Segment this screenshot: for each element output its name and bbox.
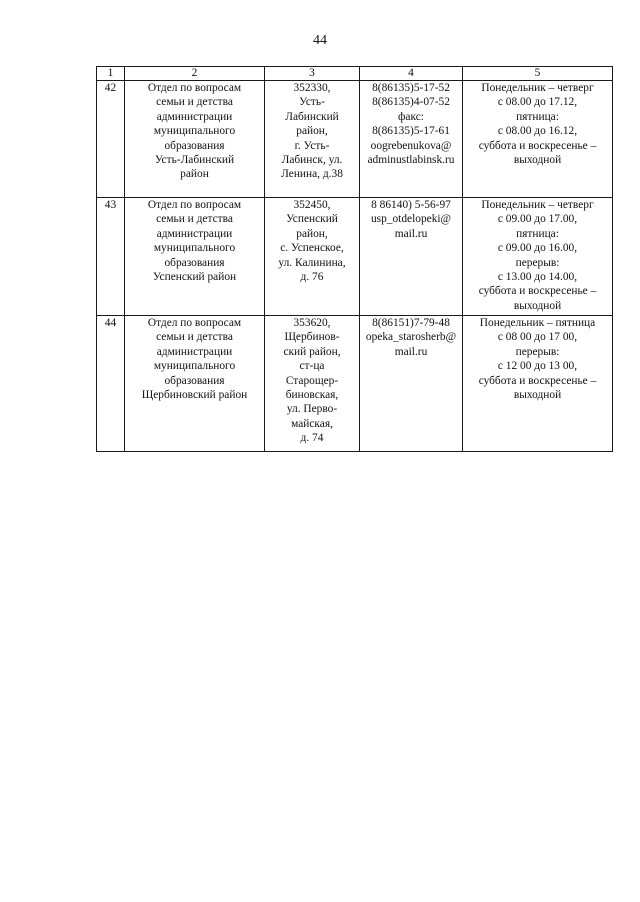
text-line: Отдел по вопросам: [147, 199, 242, 211]
text-line: с 08.00 до 17.12,: [497, 96, 578, 109]
text-line: ул. Калинина,: [278, 256, 346, 269]
text-line: выходной: [513, 299, 562, 312]
phone-number: 8(86135)4-07-52: [372, 96, 450, 109]
table-row: [97, 198, 613, 316]
text-line: пятница:: [516, 227, 559, 240]
contacts-cell: [360, 198, 463, 316]
column-header: 4: [360, 67, 463, 81]
text-line: Щербиновский район: [141, 389, 248, 402]
schedule-cell: [463, 198, 613, 316]
text-line: пятница:: [516, 110, 559, 123]
text-line: г. Усть-: [294, 139, 330, 152]
phone-number: 8(86135)5-17-52: [372, 82, 450, 94]
email-address: mail.ru: [394, 227, 428, 240]
organization-name-cell: [125, 316, 265, 452]
text-line: ст-ца: [299, 360, 325, 373]
text-line: район,: [296, 227, 328, 240]
text-line: образования: [164, 374, 225, 387]
text-line: Отдел по вопросам: [147, 82, 242, 94]
email-address: mail.ru: [394, 345, 428, 358]
column-header: 1: [97, 67, 125, 81]
text-line: Ленина, д.38: [281, 168, 343, 181]
text-line: д. 74: [300, 432, 324, 445]
text-line: Понедельник – пятница: [479, 317, 596, 329]
text-line: с 08 00 до 17 00,: [497, 331, 578, 344]
text-line: образования: [164, 256, 225, 269]
column-header: 5: [463, 67, 613, 81]
text-line: образования: [164, 139, 225, 152]
text-line: администрации: [156, 345, 233, 358]
address-cell: [265, 81, 360, 198]
text-line: перерыв:: [515, 345, 560, 358]
text-line: администрации: [156, 110, 233, 123]
text-line: с 09.00 до 16.00,: [497, 242, 578, 255]
text-line: район,: [296, 125, 328, 138]
text-line: 352330,: [293, 82, 331, 94]
text-line: с 09.00 до 17.00,: [497, 213, 578, 226]
phone-number: 8 86140) 5-56-97: [371, 199, 451, 211]
email-address: usp_otdelopeki@: [370, 213, 452, 226]
text-line: семьи и детства: [156, 213, 233, 226]
text-line: с. Успенское,: [280, 242, 344, 255]
organization-name-cell: [125, 198, 265, 316]
text-line: администрации: [156, 227, 233, 240]
text-line: семьи и детства: [156, 96, 233, 109]
text-line: Щербинов-: [284, 331, 340, 344]
text-line: Успенский: [286, 213, 338, 226]
table-row: [97, 81, 613, 198]
schedule-cell: [463, 81, 613, 198]
text-line: Старощер-: [285, 374, 339, 387]
contacts-cell: [360, 81, 463, 198]
email-address: oogrebenukova@: [370, 139, 452, 152]
text-line: Понедельник – четверг: [481, 82, 594, 94]
text-line: 353620,: [293, 317, 331, 329]
text-line: с 13.00 до 14.00,: [497, 271, 578, 284]
text-line: с 08.00 до 16.12,: [497, 125, 578, 138]
row-number: 43: [97, 198, 125, 316]
fax-number: 8(86135)5-17-61: [372, 125, 450, 138]
text-line: суббота и воскресенье –: [478, 374, 597, 387]
text-line: перерыв:: [515, 256, 560, 269]
column-header: 2: [125, 67, 265, 81]
text-line: ский район,: [283, 345, 341, 358]
text-line: Лабинск, ул.: [281, 154, 343, 167]
email-address: adminustlabinsk.ru: [367, 154, 455, 167]
contacts-cell: [360, 316, 463, 452]
text-line: муниципального: [153, 242, 236, 255]
text-line: майская,: [291, 417, 333, 430]
text-line: район: [180, 168, 209, 181]
text-line: выходной: [513, 154, 562, 167]
text-line: ул. Перво-: [286, 403, 338, 416]
text-line: Отдел по вопросам: [147, 317, 242, 329]
text-line: Лабинский: [285, 110, 339, 123]
text-line: семьи и детства: [156, 331, 233, 344]
column-header: 3: [265, 67, 360, 81]
text-line: Усть-Лабинский: [154, 154, 235, 167]
address-cell: [265, 316, 360, 452]
text-line: муниципального: [153, 360, 236, 373]
text-line: с 12 00 до 13 00,: [497, 360, 578, 373]
schedule-cell: [463, 316, 613, 452]
text-line: 352450,: [293, 199, 331, 211]
fax-label: факс:: [398, 110, 424, 123]
text-line: муниципального: [153, 125, 236, 138]
text-line: Понедельник – четверг: [481, 199, 594, 211]
text-line: Успенский район: [152, 271, 237, 284]
text-line: суббота и воскресенье –: [478, 285, 597, 298]
table-header-row: [97, 67, 613, 81]
table-row: [97, 316, 613, 452]
address-cell: [265, 198, 360, 316]
row-number: 42: [97, 81, 125, 198]
email-address: opeka_starosherb@: [365, 331, 457, 344]
contacts-table: [96, 66, 613, 452]
text-line: д. 76: [300, 271, 324, 284]
text-line: выходной: [513, 389, 562, 402]
text-line: биновская,: [285, 389, 339, 402]
page-number: 44: [313, 33, 327, 48]
row-number: 44: [97, 316, 125, 452]
text-line: суббота и воскресенье –: [478, 139, 597, 152]
organization-name-cell: [125, 81, 265, 198]
phone-number: 8(86151)7-79-48: [372, 317, 450, 329]
text-line: Усть-: [299, 96, 325, 109]
